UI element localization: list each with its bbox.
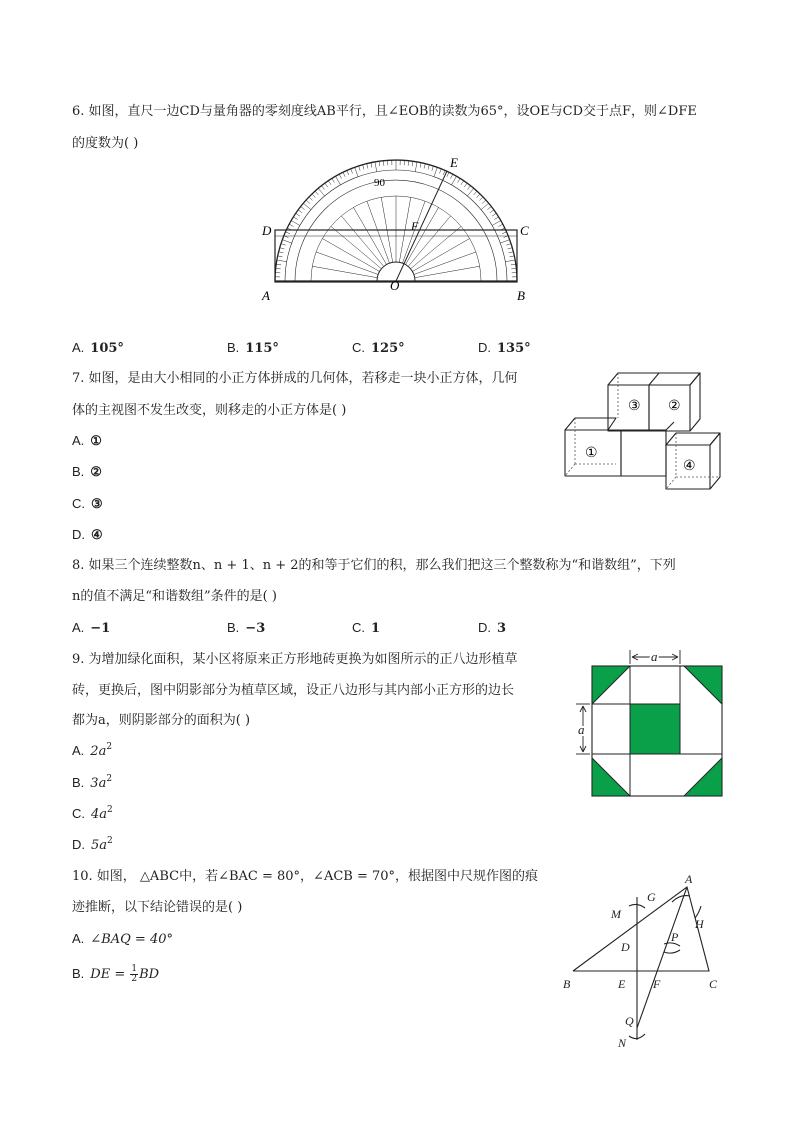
q9-option-b[interactable]: B. $3a^2$	[72, 774, 113, 791]
protractor-rays	[312, 196, 479, 278]
protractor-tick	[293, 217, 297, 220]
protractor-tick	[474, 191, 477, 195]
pt-label-B: B	[563, 977, 571, 991]
protractor-tick	[309, 197, 313, 200]
pt-label-P: P	[671, 930, 679, 944]
protractor-tick	[355, 167, 358, 176]
protractor-tick	[298, 210, 302, 213]
protractor-tick	[467, 186, 470, 190]
protractor-ray	[312, 266, 377, 277]
protractor-tick	[415, 162, 417, 172]
protractor-ray	[415, 266, 480, 277]
q8-option-d[interactable]: D. 3	[478, 620, 507, 636]
q9-option-a[interactable]: A. $2a^2$	[72, 742, 113, 759]
triangle-construction-figure	[555, 870, 735, 1055]
q7-stem-line1: 7. 如图，是由大小相同的小正方体拼成的几何体，若移走一块小正方体，几何	[72, 371, 518, 386]
protractor-tick	[379, 161, 380, 166]
protractor-tick	[296, 213, 300, 216]
protractor-tick	[511, 268, 516, 269]
protractor-tick	[347, 170, 349, 175]
pt-label-M: M	[611, 907, 621, 921]
protractor-tick	[428, 165, 429, 170]
protractor-tick	[420, 163, 421, 168]
pt-label-H: H	[695, 917, 704, 931]
protractor-tick	[289, 224, 293, 226]
q6-stem-line1: 6. 如图，直尺一边CD与量角器的零刻度线AB平行，且∠EOB的读数为65°，设OE与CD交于点F，则∠DFE	[72, 104, 697, 119]
pt-label-C: C	[709, 977, 718, 991]
protractor-tick	[482, 200, 486, 203]
q10-stem-line1: 10. 如图， △ABC中，若∠BAC = 80°，∠ACB = 70°，根据图中尺规作图的痕	[72, 869, 539, 884]
q7-option-a[interactable]: A. ①	[72, 433, 102, 449]
protractor-tick	[325, 183, 328, 187]
q7-option-c[interactable]: C. ③	[72, 496, 103, 512]
protractor-tick	[412, 161, 413, 166]
protractor-tick	[508, 248, 513, 249]
pt-label-Q: Q	[625, 1014, 634, 1028]
protractor-tick	[371, 163, 372, 168]
q10-option-a[interactable]: A. ∠BAQ = 40°	[72, 931, 173, 947]
label-A: A	[262, 288, 270, 303]
cube-label-1: ①	[585, 446, 598, 461]
cube-label-2: ②	[668, 399, 681, 414]
q6-option-d[interactable]: D. 135°	[478, 340, 531, 356]
protractor-tick	[447, 172, 449, 176]
protractor-tick	[477, 194, 480, 198]
protractor-tick	[278, 256, 283, 257]
pt-label-D: D	[621, 940, 630, 954]
protractor-tick	[450, 174, 452, 178]
protractor-tick	[479, 197, 483, 200]
protractor-tick	[464, 183, 467, 187]
protractor-tick	[343, 172, 345, 176]
protractor-top-label: 90	[374, 177, 385, 189]
protractor-ray	[316, 252, 378, 275]
protractor-tick	[467, 188, 473, 196]
q8-option-c[interactable]: C. 1	[352, 620, 381, 636]
q8-stem-line1: 8. 如果三个连续整数n、n + 1、n + 2的和等于它们的积，那么我们把这三个整数称为“和谐数组”，下列	[72, 558, 676, 573]
protractor-tick	[492, 213, 496, 216]
protractor-tick	[502, 232, 507, 234]
protractor-tick	[452, 176, 457, 185]
q9-stem-line2: 砖，更换后，图中阴影部分为植草区域，设正八边形与其内部小正方形的边长	[72, 683, 515, 698]
protractor-tick	[281, 244, 286, 246]
protractor-tick	[303, 203, 311, 209]
cube-label-4: ④	[683, 459, 696, 474]
protractor-tick	[276, 268, 281, 269]
protractor-tick	[277, 260, 287, 262]
protractor-tick	[336, 176, 341, 185]
protractor-tick	[511, 264, 516, 265]
protractor-tick	[285, 232, 290, 234]
pt-label-A: A	[685, 872, 693, 886]
label-F: F	[411, 219, 419, 233]
protractor-tick	[494, 217, 498, 220]
protractor-tick	[383, 161, 384, 166]
protractor-ray	[367, 201, 390, 263]
protractor-tick	[490, 210, 494, 213]
q9-stem-line3: 都为a，则阴影部分的面积为( )	[72, 713, 251, 728]
q6-stem-line2: 的度数为( )	[72, 136, 139, 151]
q8-option-a[interactable]: A. −1	[72, 620, 111, 636]
protractor-tick	[328, 181, 331, 185]
q7-option-b[interactable]: B. ②	[72, 464, 102, 480]
q7-option-d[interactable]: D. ④	[72, 527, 103, 543]
protractor-tick	[312, 194, 315, 198]
q7-stem-line2: 体的主视图不发生改变，则移走的小正方体是( )	[72, 403, 347, 418]
label-O: O	[390, 278, 400, 293]
octagon-tile-figure	[570, 645, 730, 800]
cubes-figure	[560, 368, 725, 493]
protractor-tick	[367, 164, 368, 169]
protractor-tick	[351, 169, 353, 174]
protractor-tick	[432, 166, 434, 171]
q8-stem-line2: n的值不满足“和谐数组”条件的是( )	[72, 589, 277, 604]
protractor-ray	[414, 252, 476, 275]
protractor-figure	[255, 150, 535, 310]
protractor-tick	[487, 207, 491, 210]
dim-label-left: a	[578, 722, 585, 737]
protractor-tick	[408, 161, 409, 166]
pt-label-G: G	[647, 890, 656, 904]
label-B: B	[517, 288, 525, 303]
protractor-tick	[276, 264, 281, 265]
protractor-tick	[318, 188, 324, 196]
protractor-tick	[492, 221, 501, 226]
protractor-tick	[506, 244, 511, 246]
protractor-tick	[461, 181, 464, 185]
protractor-tick	[457, 178, 460, 182]
protractor-tick	[509, 252, 514, 253]
protractor-tick	[279, 252, 284, 253]
q10-option-b[interactable]: B. DE = $\frac{1}{2}$ BD	[72, 964, 160, 984]
q6-option-a[interactable]: A. 105°	[72, 340, 124, 356]
protractor-tick	[363, 165, 364, 170]
protractor-tick	[498, 224, 502, 226]
protractor-tick	[500, 240, 509, 243]
protractor-tick	[439, 169, 441, 174]
protractor-tick	[282, 240, 291, 243]
protractor-tick	[509, 256, 514, 257]
dim-label-top: a	[651, 649, 658, 664]
pt-label-N: N	[618, 1036, 627, 1050]
label-C: C	[520, 223, 529, 238]
cube-label-3: ③	[628, 399, 641, 414]
q8-option-b[interactable]: B. −3	[227, 620, 266, 636]
q9-option-c[interactable]: C. $4a^2$	[72, 805, 113, 822]
protractor-tick	[315, 191, 318, 195]
protractor-tick	[339, 174, 341, 178]
pt-label-E: E	[618, 977, 626, 991]
q9-option-d[interactable]: D. $5a^2$	[72, 836, 113, 853]
q6-option-c[interactable]: C. 125°	[352, 340, 405, 356]
protractor-tick	[291, 221, 300, 226]
protractor-tick	[481, 203, 489, 209]
protractor-tick	[359, 166, 361, 171]
protractor-tick	[280, 248, 285, 249]
protractor-tick	[332, 178, 335, 182]
label-D: D	[262, 223, 272, 238]
label-E: E	[450, 155, 458, 170]
protractor-tick	[322, 186, 325, 190]
protractor-tick	[306, 200, 310, 203]
protractor-tick	[505, 260, 515, 262]
pt-label-F: F	[653, 977, 661, 991]
protractor-tick	[301, 207, 305, 210]
q6-option-b[interactable]: B. 115°	[227, 340, 279, 356]
q10-stem-line2: 迹推断，以下结论错误的是( )	[72, 900, 243, 915]
protractor-tick	[375, 162, 377, 172]
protractor-tick	[434, 167, 437, 176]
q9-stem-line1: 9. 为增加绿化面积，某小区将原来正方形地砖更换为如图所示的正八边形植草	[72, 652, 518, 667]
protractor-tick	[424, 164, 425, 169]
